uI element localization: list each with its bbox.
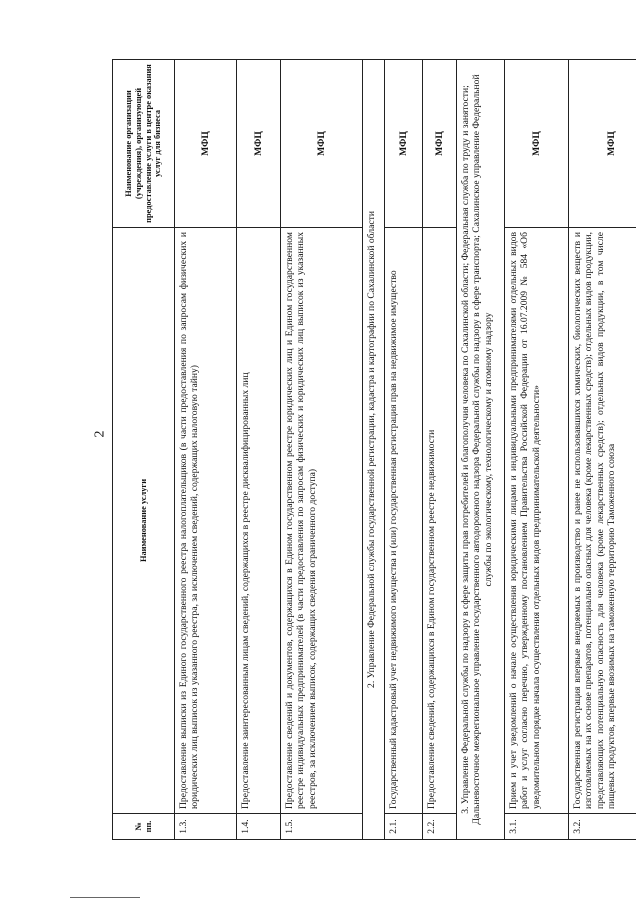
row-number: 3.1.	[505, 814, 569, 840]
row-number: 1.5.	[281, 814, 363, 840]
row-number: 1.3.	[175, 814, 237, 840]
service-name: Предоставление сведений, содержащихся в Едином государственном реестре недвижимости	[423, 228, 457, 814]
org-name: МФЦ	[423, 60, 457, 228]
table-header-row	[113, 60, 175, 840]
row-number: 3.2.	[569, 814, 636, 840]
section-row	[363, 60, 385, 840]
org-name: МФЦ	[175, 60, 237, 228]
org-name: МФЦ	[505, 60, 569, 228]
row-number: 1.4.	[237, 814, 281, 840]
scan-edge-line	[70, 897, 140, 898]
org-name: МФЦ	[281, 60, 363, 228]
table-row	[281, 60, 363, 840]
service-name: Предоставление сведений и документов, содержащихся в Едином государственном реестре юридических лиц и Едином государственном реестре индивидуальных предпринимателей (в части предоставления по запросам физических и юридических лиц выписок из указанных реестров, за исключением выписок, содержащих сведения ограниченного доступа)	[281, 228, 363, 814]
services-table	[112, 59, 636, 840]
header-org: Наименование организации (учреждения), организующей предоставление услуги в центре оказания услуг для бизнеса	[113, 60, 175, 228]
org-name: МФЦ	[237, 60, 281, 228]
row-number: 2.1.	[385, 814, 423, 840]
table-row	[505, 60, 569, 840]
page-number: 2	[92, 430, 108, 438]
table-row	[423, 60, 457, 840]
org-name: МФЦ	[385, 60, 423, 228]
row-number: 2.2.	[423, 814, 457, 840]
section-title: 3. Управление Федеральной службы по надзору в сфере защиты прав потребителей и благополучия человека по Сахалинской области; Федеральная служба по труду и занятости; Дальневосточное межрегиональное управление государственного автодорожного надзора Федеральной службы по надзору в сфере транспорта; Сахалинское управление Федеральной службы по экологическому, технологическому и атомному надзору	[457, 60, 505, 840]
header-service: Наименование услуги	[113, 228, 175, 814]
org-name: МФЦ	[569, 60, 636, 228]
service-name: Предоставление заинтересованным лицам сведений, содержащихся в реестре дисквалифицированных лиц	[237, 228, 281, 814]
service-name: Государственный кадастровый учет недвижимого имущества и (или) государственная регистрация прав на недвижимое имущество	[385, 228, 423, 814]
table-row	[237, 60, 281, 840]
header-num: № пп.	[113, 814, 175, 840]
section-row	[457, 60, 505, 840]
services-table-container	[112, 60, 617, 840]
service-name: Предоставление выписки из Единого государственного реестра налогоплательщиков (в части предоставления по запросам физических и юридических лиц выписок из указанного реестра, за исключением сведений, содержащих налоговую тайну)	[175, 228, 237, 814]
table-row	[569, 60, 636, 840]
section-title: 2. Управление Федеральной службы государственной регистрации, кадастра и картографии по Сахалинской области	[363, 60, 385, 840]
service-name: Прием и учет уведомлений о начале осуществления юридическими лицами и индивидуальными предпринимателями отдельных видов работ и услуг согласно перечню, утвержденному постановлением Правительства Российской Федерации от 16.07.2009 № 584 «Об уведомительном порядке начала осуществления отдельных видов предпринимательской деятельности»	[505, 228, 569, 814]
table-row	[175, 60, 237, 840]
service-name: Государственная регистрация впервые внедряемых в производство и ранее не использовавшихся химических, биологических веществ и изготовляемых на их основе препаратов, потенциально опасных для человека (кроме лекарственных средств); отдельных видов продукции, представляющих потенциальную опасность для человека (кроме лекарственных средств); отдельных видов продукции, в том числе пищевых продуктов, впервые ввозимых на таможенную территорию Таможенного союза	[569, 228, 636, 814]
table-row	[385, 60, 423, 840]
